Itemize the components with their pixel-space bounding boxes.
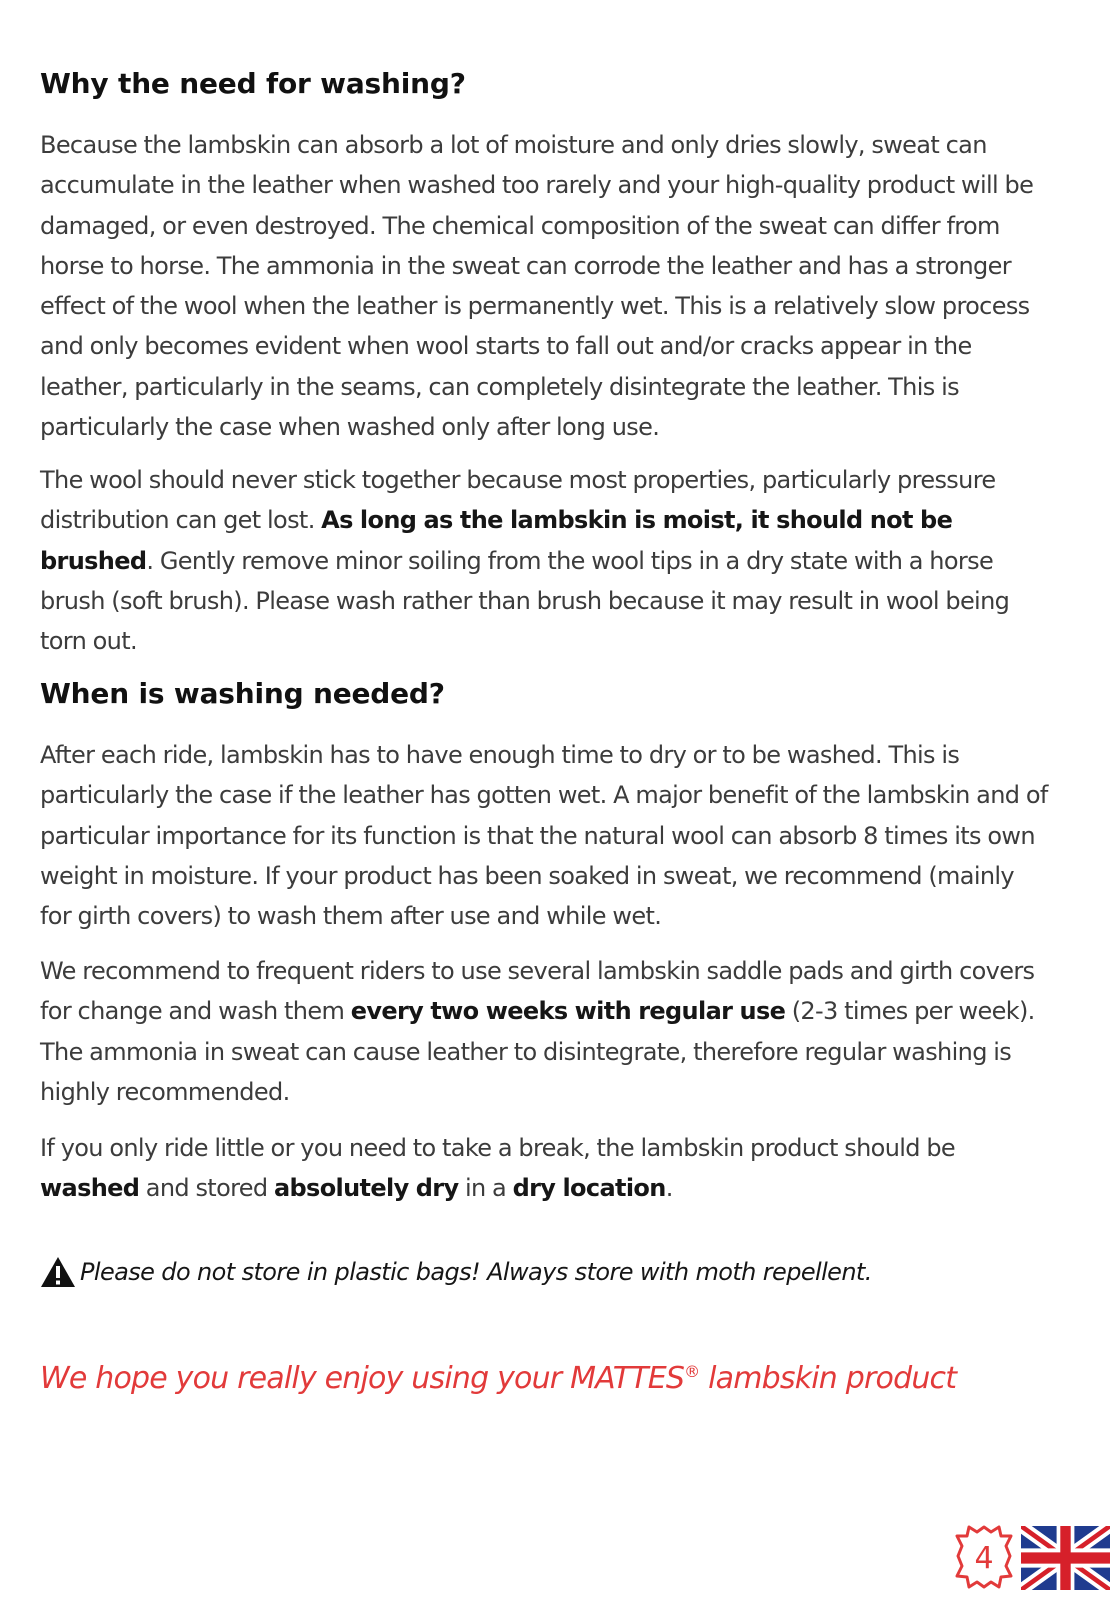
paragraph-why-washing-1: Because the lambskin can absorb a lot of moisture and only dries slowly, sweat can accumulate in the leather when washed too rarely and your high-quality product will be damaged, or even destroyed. The chemical composition of the sweat can differ from horse to horse. The ammonia in the sweat can corrode the leather and has a stronger effect of the wool when the leather is permanently wet. This is a relatively slow process and only becomes evident when wool starts to fall out and/or cracks appear in the leather, particularly in the seams, can completely disintegrate the leather. This is particularly the case when washed only after long use. <box>40 131 1034 442</box>
paragraph-text: We recommend to frequent riders to use several lambskin saddle pads and girth covers for change and wash them <box>40 957 1035 1026</box>
warning-note <box>40 1255 1050 1289</box>
paragraph-text: (2-3 times per week). The ammonia in sweat can cause leather to disintegrate, therefore regular washing is highly recommended. <box>40 997 1035 1106</box>
paragraph-text: in a <box>458 1174 513 1203</box>
paragraph-when-washing-1: After each ride, lambskin has to have enough time to dry or to be washed. This is particularly the case if the leather has gotten wet. A major benefit of the lambskin and of particular importance for its function is that the natural wool can absorb 8 times its own weight in moisture. If your product has been soaked in sweat, we recommend (mainly for girth covers) to wash them after use and while wet. <box>40 741 1048 931</box>
page-footer <box>955 1520 1110 1606</box>
heading-why-washing: Why the need for washing? <box>40 67 466 100</box>
registered-mark: ® <box>684 1362 700 1381</box>
paragraph-text: The wool should never stick together because most properties, particularly pressure distribution can get lost. <box>40 466 996 535</box>
paragraph-text: and stored <box>139 1174 274 1203</box>
paragraph-emphasis: As long as the lambskin is moist, it should not be brushed <box>40 506 953 575</box>
paragraph-text: . Gently remove minor soiling from the wool tips in a dry state with a horse brush (soft brush). Please wash rather than brush because it may result in wool being torn out. <box>40 546 1010 656</box>
closing-text: lambskin product <box>699 1361 957 1396</box>
closing-message <box>40 1352 956 1399</box>
uk-flag-icon <box>1021 1526 1110 1590</box>
heading-when-washing: When is washing needed? <box>40 677 445 710</box>
page-number: 4 <box>974 1541 994 1576</box>
paragraph-when-washing-2 <box>40 951 1050 1112</box>
paragraph-text: . <box>665 1174 673 1203</box>
leather-hide-icon <box>955 1524 1013 1590</box>
warning-text: Please do not store in plastic bags! Always store with moth repellent. <box>80 1258 872 1286</box>
paragraph-text: If you only ride little or you need to take a break, the lambskin product should be <box>40 1134 956 1162</box>
paragraph-emphasis: absolutely dry <box>273 1174 459 1203</box>
warning-triangle-icon <box>40 1256 76 1288</box>
paragraph-why-washing-2 <box>40 460 1050 661</box>
paragraph-when-washing-3 <box>40 1128 1050 1209</box>
paragraph-emphasis: washed <box>40 1174 140 1203</box>
paragraph-emphasis: dry location <box>512 1174 666 1203</box>
closing-text: We hope you really enjoy using your MATTES <box>40 1361 685 1396</box>
paragraph-emphasis: every two weeks with regular use <box>350 997 786 1026</box>
